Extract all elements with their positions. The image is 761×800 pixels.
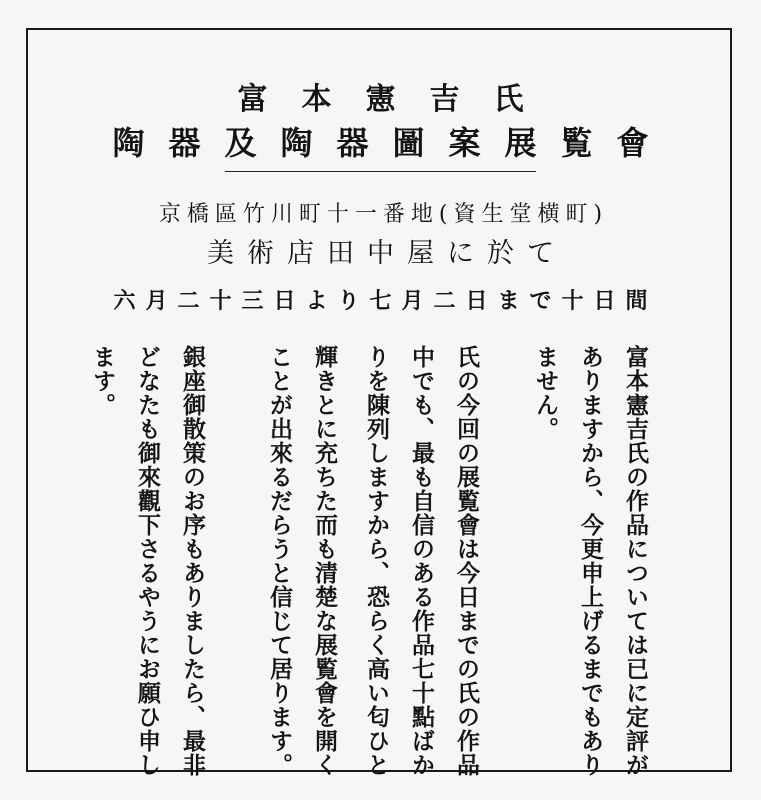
body-line: りを陳列しますから、恐らく高い匂ひと (363, 345, 390, 777)
body-line: 銀座御散策のお序もありましたら、最非 (179, 345, 206, 777)
body-line: 富本憲吉氏の作品については已に定評が (622, 345, 649, 777)
body-line: ことが出來るだらうと信じて居ります。 (266, 345, 293, 777)
body-line: 氏の今回の展覧會は今日までの氏の作品 (453, 345, 480, 777)
body-line: ます。 (89, 345, 116, 417)
body-line: ません。 (532, 345, 559, 441)
header-divider (225, 171, 536, 172)
exhibition-title: 陶器及陶器圖案展覧會 (112, 124, 673, 162)
body-line: 中でも、最も自信のある作品七十點ばか (408, 345, 435, 777)
venue-name: 美術店田中屋に於て (207, 238, 567, 269)
artist-name: 富本憲吉氏 (237, 82, 558, 117)
body-line: 輝きとに充ちた而も清楚な展覧會を開く (311, 345, 338, 777)
body-line: どなたも御來觀下さるやうにお願ひ申し (134, 345, 161, 777)
venue-address: 京橋區竹川町十一番地(資生堂横町) (158, 202, 609, 227)
body-line: ありますから、今更申上げるまでもあり (577, 345, 604, 777)
exhibition-dates: 六月二十三日より七月二日まで十日間 (113, 288, 658, 314)
